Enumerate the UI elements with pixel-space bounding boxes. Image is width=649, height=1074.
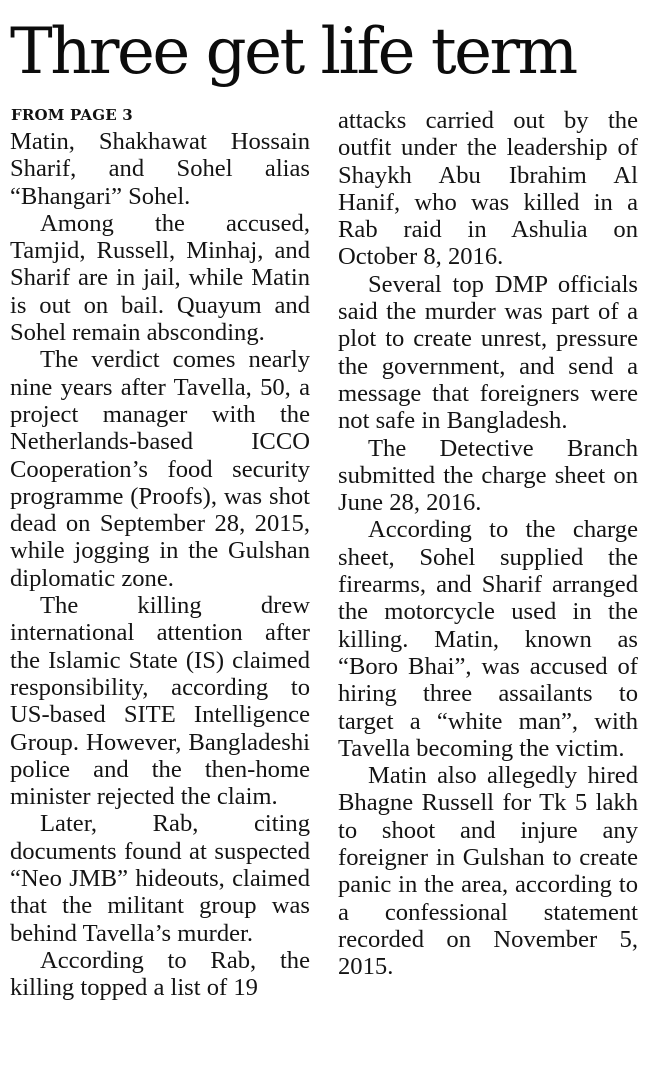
paragraph: The killing drew international attention after the Islamic State (IS) claimed responsibility, according to US-based SITE Intelligence Group. However, Bangladeshi police and the then-home minister rejected the claim.	[10, 592, 310, 811]
paragraph: According to Rab, the killing topped a list of 19	[10, 946, 310, 1002]
paragraph: According to the charge sheet, Sohel supplied the firearms, and Sharif arranged the motorcycle used in the killing. Matin, known as “Boro Bhai”, was accused of hiring three assailants to target a “white man”, with Tavella becoming the victim.	[338, 516, 638, 762]
paragraph: Among the accused, Tamjid, Russell, Minhaj, and Sharif are in jail, while Matin is out on bail. Quayum and Sohel remain absconding.	[10, 209, 310, 347]
paragraph: Matin, Shakhawat Hossain Sharif, and Sohel alias “Bhangari” Sohel.	[10, 128, 310, 210]
paragraph: The Detective Branch submitted the charge sheet on June 28, 2016.	[338, 434, 638, 517]
article-column-left	[10, 128, 310, 1002]
paragraph: Several top DMP officials said the murder was part of a plot to create unrest, pressure the government, and send a message that foreigners were not safe in Bangladesh.	[338, 270, 638, 435]
paragraph: Later, Rab, citing documents found at suspected “Neo JMB” hideouts, claimed that the militant group was behind Tavella’s murder.	[10, 810, 310, 947]
paragraph: The verdict comes nearly nine years after Tavella, 50, a project manager with the Netherlands-based ICCO Cooperation’s food security programme (Proofs), was shot dead on September 28, 2015, while jogging in the Gulshan diplomatic zone.	[10, 346, 310, 592]
continuation-kicker: FROM PAGE 3	[11, 106, 133, 124]
headline: Three get life term	[10, 15, 576, 89]
paragraph: attacks carried out by the outfit under the leadership of Shaykh Abu Ibrahim Al Hanif, who was killed in a Rab raid in Ashulia on October 8, 2016.	[338, 107, 638, 271]
article-column-right	[338, 107, 638, 981]
paragraph: Matin also allegedly hired Bhagne Russell for Tk 5 lakh to shoot and injure any foreigner in Gulshan to create panic in the area, according to a confessional statement recorded on November 5, 2015.	[338, 762, 638, 981]
